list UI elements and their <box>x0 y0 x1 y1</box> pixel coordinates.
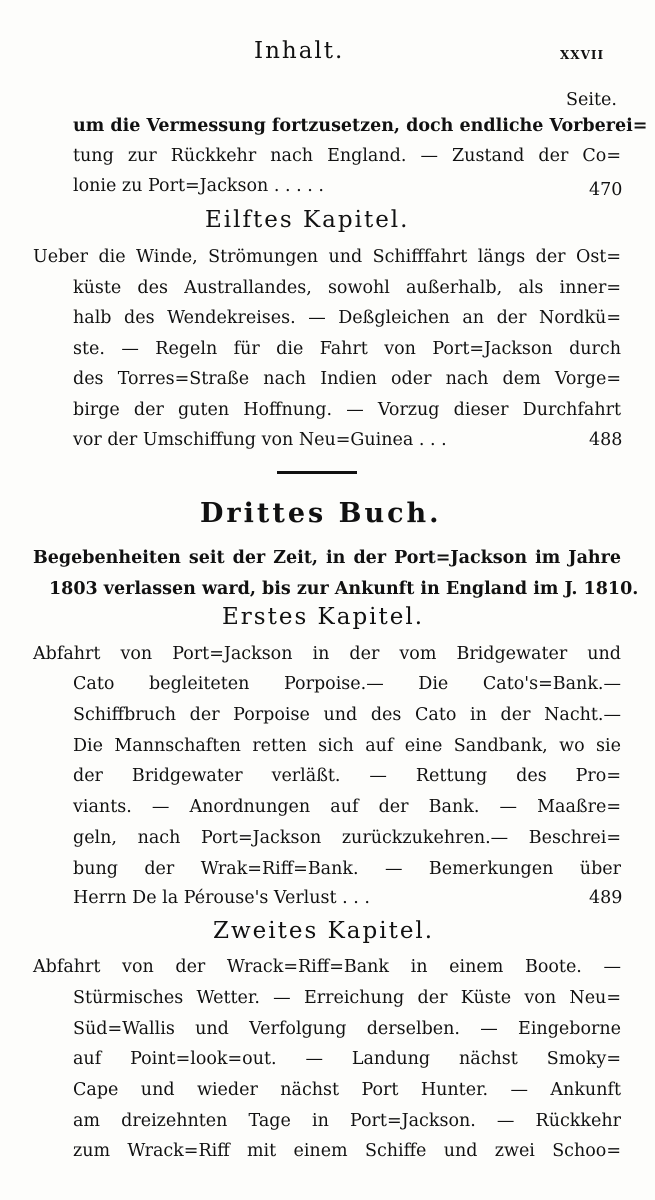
toc-line: Die Mannschaften retten sich auf eine Sandbank, wo sie <box>73 736 621 756</box>
chapter-title: Erstes Kapitel. <box>222 604 425 630</box>
toc-line: viants. — Anordnungen auf der Bank. — Maaßre= <box>73 797 621 817</box>
toc-page-number: 489 <box>589 888 623 908</box>
toc-line: des Torres=Straße nach Indien oder nach dem Vorge= <box>73 369 621 389</box>
running-header-page-number: xxvii <box>560 44 605 64</box>
toc-line: Ueber die Winde, Strömungen und Schifffahrt längs der Ost= <box>33 247 621 267</box>
toc-line: Cato begleiteten Porpoise.— Die Cato's=Bank.— <box>73 674 621 694</box>
toc-line: lonie zu Port=Jackson . . . . . <box>73 176 324 196</box>
toc-line: ste. — Regeln für die Fahrt von Port=Jackson durch <box>73 339 621 359</box>
book-summary-line: Begebenheiten seit der Zeit, in der Port=Jackson im Jahre <box>33 548 621 568</box>
toc-line: Süd=Wallis und Verfolgung derselben. — Eingeborne <box>73 1019 621 1039</box>
toc-line: küste des Australlandes, sowohl außerhalb, als inner= <box>73 278 621 298</box>
toc-line: Schiffbruch der Porpoise und des Cato in der Nacht.— <box>73 705 621 725</box>
toc-line: Herrn De la Pérouse's Verlust . . . <box>73 888 370 908</box>
toc-line: tung zur Rückkehr nach England. — Zustand der Co= <box>73 146 621 166</box>
toc-line: geln, nach Port=Jackson zurückzukehren.— Beschrei= <box>73 828 621 848</box>
toc-line: halb des Wendekreises. — Deßgleichen an der Nordkü= <box>73 308 621 328</box>
toc-line: Stürmisches Wetter. — Erreichung der Küste von Neu= <box>73 988 621 1008</box>
chapter-title: Eilftes Kapitel. <box>205 207 410 233</box>
toc-line: birge der guten Hoffnung. — Vorzug dieser Durchfahrt <box>73 400 621 420</box>
toc-line: am dreizehnten Tage in Port=Jackson. — Rückkehr <box>73 1111 621 1131</box>
toc-line: Abfahrt von der Wrack=Riff=Bank in einem Boote. — <box>33 957 621 977</box>
book-summary-line: 1803 verlassen ward, bis zur Ankunft in England im J. 1810. <box>49 579 639 599</box>
toc-line: Cape und wieder nächst Port Hunter. — Ankunft <box>73 1080 621 1100</box>
seite-label: Seite. <box>566 90 617 110</box>
toc-line: auf Point=look=out. — Landung nächst Smoky= <box>73 1049 621 1069</box>
toc-line: zum Wrack=Riff mit einem Schiffe und zwei Schoo= <box>73 1141 621 1161</box>
toc-line: um die Vermessung fortzusetzen, doch endliche Vorberei= <box>73 116 648 136</box>
running-header-title: Inhalt. <box>254 38 345 64</box>
book-title: Drittes Buch. <box>200 498 442 529</box>
section-divider <box>277 471 357 474</box>
toc-page-number: 488 <box>589 430 623 450</box>
toc-page-number: 470 <box>589 180 623 200</box>
chapter-title: Zweites Kapitel. <box>213 918 435 944</box>
toc-line: vor der Umschiffung von Neu=Guinea . . . <box>73 430 447 450</box>
toc-line: der Bridgewater verläßt. — Rettung des Pro= <box>73 766 621 786</box>
toc-line: bung der Wrak=Riff=Bank. — Bemerkungen über <box>73 859 621 879</box>
toc-line: Abfahrt von Port=Jackson in der vom Bridgewater und <box>33 644 621 664</box>
